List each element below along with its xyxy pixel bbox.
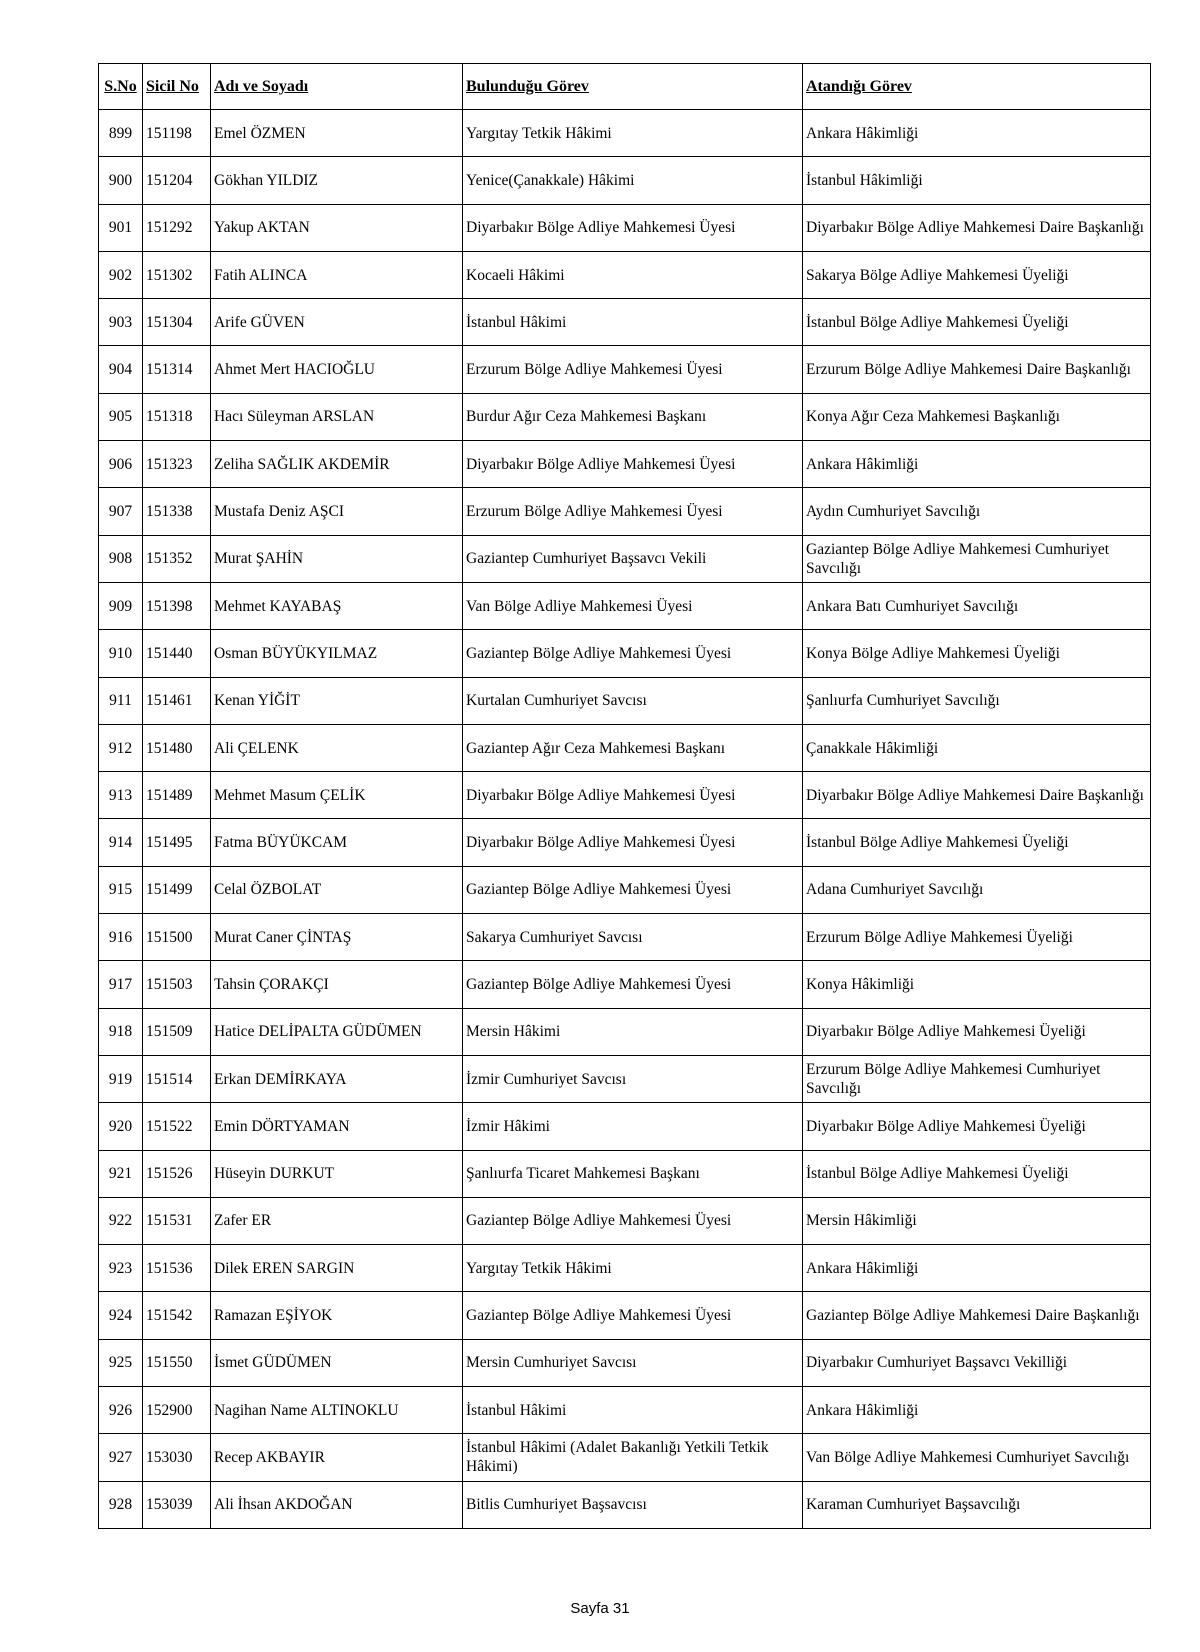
- table-row: [99, 157, 1151, 204]
- cell-sicil: 151318: [143, 393, 211, 440]
- cell-sicil: 151204: [143, 157, 211, 204]
- table-row: [99, 1292, 1151, 1339]
- table-row: [99, 866, 1151, 913]
- cell-assigned-position: Mersin Hâkimliği: [803, 1197, 1151, 1244]
- cell-sicil: 151550: [143, 1339, 211, 1386]
- cell-assigned-position: Gaziantep Bölge Adliye Mahkemesi Daire Başkanlığı: [803, 1292, 1151, 1339]
- cell-name: Zafer ER: [211, 1197, 463, 1244]
- table-row: [99, 819, 1151, 866]
- cell-sicil: 151440: [143, 630, 211, 677]
- cell-name: Yakup AKTAN: [211, 204, 463, 251]
- cell-name: Celal ÖZBOLAT: [211, 866, 463, 913]
- cell-sno: 922: [99, 1197, 143, 1244]
- cell-sicil: 152900: [143, 1387, 211, 1434]
- cell-assigned-position: Ankara Hâkimliği: [803, 1245, 1151, 1292]
- table-header: [99, 64, 1151, 110]
- cell-sno: 910: [99, 630, 143, 677]
- cell-current-position: Erzurum Bölge Adliye Mahkemesi Üyesi: [463, 346, 803, 393]
- cell-sno: 909: [99, 582, 143, 629]
- cell-sno: 914: [99, 819, 143, 866]
- cell-sicil: 151198: [143, 110, 211, 157]
- cell-name: Nagihan Name ALTINOKLU: [211, 1387, 463, 1434]
- cell-name: Recep AKBAYIR: [211, 1434, 463, 1481]
- table-row: [99, 488, 1151, 535]
- cell-assigned-position: İstanbul Bölge Adliye Mahkemesi Üyeliği: [803, 299, 1151, 346]
- table-row: [99, 772, 1151, 819]
- cell-name: Erkan DEMİRKAYA: [211, 1055, 463, 1102]
- cell-assigned-position: Erzurum Bölge Adliye Mahkemesi Daire Başkanlığı: [803, 346, 1151, 393]
- cell-assigned-position: Diyarbakır Bölge Adliye Mahkemesi Daire Başkanlığı: [803, 772, 1151, 819]
- cell-name: Ali İhsan AKDOĞAN: [211, 1481, 463, 1528]
- table-row: [99, 724, 1151, 771]
- cell-assigned-position: Gaziantep Bölge Adliye Mahkemesi Cumhuriyet Savcılığı: [803, 535, 1151, 582]
- cell-current-position: Gaziantep Bölge Adliye Mahkemesi Üyesi: [463, 961, 803, 1008]
- cell-assigned-position: Diyarbakır Bölge Adliye Mahkemesi Daire Başkanlığı: [803, 204, 1151, 251]
- cell-assigned-position: İstanbul Hâkimliği: [803, 157, 1151, 204]
- table-row: [99, 677, 1151, 724]
- cell-name: Mehmet KAYABAŞ: [211, 582, 463, 629]
- cell-sno: 905: [99, 393, 143, 440]
- cell-name: Zeliha SAĞLIK AKDEMİR: [211, 441, 463, 488]
- table-row: [99, 299, 1151, 346]
- table-row: [99, 1481, 1151, 1528]
- cell-sno: 921: [99, 1150, 143, 1197]
- cell-assigned-position: Karaman Cumhuriyet Başsavcılığı: [803, 1481, 1151, 1528]
- cell-name: Murat ŞAHİN: [211, 535, 463, 582]
- cell-sicil: 151531: [143, 1197, 211, 1244]
- table-row: [99, 630, 1151, 677]
- header-row: [99, 64, 1151, 110]
- cell-sicil: 151542: [143, 1292, 211, 1339]
- cell-current-position: İstanbul Hâkimi: [463, 1387, 803, 1434]
- cell-sicil: 151461: [143, 677, 211, 724]
- table-row: [99, 1434, 1151, 1481]
- cell-sicil: 151499: [143, 866, 211, 913]
- cell-assigned-position: İstanbul Bölge Adliye Mahkemesi Üyeliği: [803, 1150, 1151, 1197]
- appointments-table: [98, 63, 1151, 1529]
- cell-current-position: Diyarbakır Bölge Adliye Mahkemesi Üyesi: [463, 819, 803, 866]
- cell-name: Ahmet Mert HACIOĞLU: [211, 346, 463, 393]
- cell-name: Mehmet Masum ÇELİK: [211, 772, 463, 819]
- cell-sno: 927: [99, 1434, 143, 1481]
- cell-sno: 902: [99, 251, 143, 298]
- cell-name: Ali ÇELENK: [211, 724, 463, 771]
- cell-assigned-position: Ankara Hâkimliği: [803, 1387, 1151, 1434]
- cell-sicil: 151500: [143, 914, 211, 961]
- cell-sno: 908: [99, 535, 143, 582]
- header-assigned-position: Atandığı Görev: [803, 64, 1151, 110]
- cell-sicil: 153039: [143, 1481, 211, 1528]
- cell-assigned-position: Şanlıurfa Cumhuriyet Savcılığı: [803, 677, 1151, 724]
- cell-current-position: İzmir Cumhuriyet Savcısı: [463, 1055, 803, 1102]
- cell-sno: 903: [99, 299, 143, 346]
- cell-current-position: Yenice(Çanakkale) Hâkimi: [463, 157, 803, 204]
- table-row: [99, 1103, 1151, 1150]
- cell-sno: 917: [99, 961, 143, 1008]
- cell-sno: 915: [99, 866, 143, 913]
- cell-current-position: Sakarya Cumhuriyet Savcısı: [463, 914, 803, 961]
- table-body: [99, 110, 1151, 1529]
- cell-current-position: Yargıtay Tetkik Hâkimi: [463, 110, 803, 157]
- cell-sicil: 151302: [143, 251, 211, 298]
- cell-assigned-position: Adana Cumhuriyet Savcılığı: [803, 866, 1151, 913]
- cell-assigned-position: Konya Bölge Adliye Mahkemesi Üyeliği: [803, 630, 1151, 677]
- cell-name: Murat Caner ÇİNTAŞ: [211, 914, 463, 961]
- cell-sicil: 151509: [143, 1008, 211, 1055]
- cell-sicil: 151503: [143, 961, 211, 1008]
- cell-name: Emin DÖRTYAMAN: [211, 1103, 463, 1150]
- cell-assigned-position: Van Bölge Adliye Mahkemesi Cumhuriyet Savcılığı: [803, 1434, 1151, 1481]
- cell-name: Ramazan EŞİYOK: [211, 1292, 463, 1339]
- cell-sicil: 153030: [143, 1434, 211, 1481]
- cell-sno: 928: [99, 1481, 143, 1528]
- table-row: [99, 914, 1151, 961]
- cell-sno: 907: [99, 488, 143, 535]
- cell-assigned-position: Aydın Cumhuriyet Savcılığı: [803, 488, 1151, 535]
- cell-current-position: Mersin Hâkimi: [463, 1008, 803, 1055]
- header-sicil: Sicil No: [143, 64, 211, 110]
- cell-assigned-position: Çanakkale Hâkimliği: [803, 724, 1151, 771]
- cell-sno: 924: [99, 1292, 143, 1339]
- cell-sno: 911: [99, 677, 143, 724]
- header-current-position: Bulunduğu Görev: [463, 64, 803, 110]
- cell-name: Mustafa Deniz AŞCI: [211, 488, 463, 535]
- cell-current-position: Mersin Cumhuriyet Savcısı: [463, 1339, 803, 1386]
- table-row: [99, 1245, 1151, 1292]
- cell-assigned-position: Ankara Hâkimliği: [803, 110, 1151, 157]
- cell-sno: 913: [99, 772, 143, 819]
- cell-current-position: Gaziantep Cumhuriyet Başsavcı Vekili: [463, 535, 803, 582]
- table-row: [99, 110, 1151, 157]
- cell-assigned-position: Erzurum Bölge Adliye Mahkemesi Üyeliği: [803, 914, 1151, 961]
- cell-current-position: İstanbul Hâkimi: [463, 299, 803, 346]
- cell-assigned-position: Ankara Hâkimliği: [803, 441, 1151, 488]
- cell-sno: 904: [99, 346, 143, 393]
- cell-current-position: Diyarbakır Bölge Adliye Mahkemesi Üyesi: [463, 441, 803, 488]
- cell-current-position: Erzurum Bölge Adliye Mahkemesi Üyesi: [463, 488, 803, 535]
- cell-sno: 916: [99, 914, 143, 961]
- table-row: [99, 204, 1151, 251]
- cell-sno: 923: [99, 1245, 143, 1292]
- cell-sno: 899: [99, 110, 143, 157]
- cell-name: Osman BÜYÜKYILMAZ: [211, 630, 463, 677]
- cell-name: Hatice DELİPALTA GÜDÜMEN: [211, 1008, 463, 1055]
- cell-assigned-position: Ankara Batı Cumhuriyet Savcılığı: [803, 582, 1151, 629]
- cell-name: Hüseyin DURKUT: [211, 1150, 463, 1197]
- table-row: [99, 1339, 1151, 1386]
- cell-sicil: 151522: [143, 1103, 211, 1150]
- cell-sicil: 151526: [143, 1150, 211, 1197]
- cell-current-position: Diyarbakır Bölge Adliye Mahkemesi Üyesi: [463, 204, 803, 251]
- table-row: [99, 535, 1151, 582]
- cell-assigned-position: Erzurum Bölge Adliye Mahkemesi Cumhuriyet Savcılığı: [803, 1055, 1151, 1102]
- table-row: [99, 441, 1151, 488]
- table-row: [99, 1387, 1151, 1434]
- cell-name: Kenan YİĞİT: [211, 677, 463, 724]
- cell-current-position: Van Bölge Adliye Mahkemesi Üyesi: [463, 582, 803, 629]
- cell-sicil: 151489: [143, 772, 211, 819]
- cell-assigned-position: Konya Ağır Ceza Mahkemesi Başkanlığı: [803, 393, 1151, 440]
- table-row: [99, 251, 1151, 298]
- table-row: [99, 346, 1151, 393]
- table-row: [99, 1008, 1151, 1055]
- cell-current-position: Kurtalan Cumhuriyet Savcısı: [463, 677, 803, 724]
- cell-current-position: İzmir Hâkimi: [463, 1103, 803, 1150]
- cell-current-position: Bitlis Cumhuriyet Başsavcısı: [463, 1481, 803, 1528]
- cell-sno: 918: [99, 1008, 143, 1055]
- table-row: [99, 1055, 1151, 1102]
- header-sno: S.No: [99, 64, 143, 110]
- cell-current-position: Şanlıurfa Ticaret Mahkemesi Başkanı: [463, 1150, 803, 1197]
- cell-assigned-position: Sakarya Bölge Adliye Mahkemesi Üyeliği: [803, 251, 1151, 298]
- cell-assigned-position: İstanbul Bölge Adliye Mahkemesi Üyeliği: [803, 819, 1151, 866]
- cell-name: Fatma BÜYÜKCAM: [211, 819, 463, 866]
- table-row: [99, 961, 1151, 1008]
- cell-sicil: 151323: [143, 441, 211, 488]
- cell-sno: 906: [99, 441, 143, 488]
- cell-current-position: Gaziantep Bölge Adliye Mahkemesi Üyesi: [463, 866, 803, 913]
- cell-sno: 920: [99, 1103, 143, 1150]
- cell-name: Emel ÖZMEN: [211, 110, 463, 157]
- cell-name: Arife GÜVEN: [211, 299, 463, 346]
- cell-current-position: Gaziantep Ağır Ceza Mahkemesi Başkanı: [463, 724, 803, 771]
- table-row: [99, 1150, 1151, 1197]
- cell-sno: 900: [99, 157, 143, 204]
- cell-sicil: 151495: [143, 819, 211, 866]
- table-row: [99, 1197, 1151, 1244]
- cell-assigned-position: Diyarbakır Bölge Adliye Mahkemesi Üyeliği: [803, 1103, 1151, 1150]
- cell-current-position: Yargıtay Tetkik Hâkimi: [463, 1245, 803, 1292]
- cell-current-position: Burdur Ağır Ceza Mahkemesi Başkanı: [463, 393, 803, 440]
- cell-name: Dilek EREN SARGIN: [211, 1245, 463, 1292]
- cell-sno: 901: [99, 204, 143, 251]
- cell-sicil: 151536: [143, 1245, 211, 1292]
- cell-current-position: Gaziantep Bölge Adliye Mahkemesi Üyesi: [463, 1197, 803, 1244]
- cell-sicil: 151304: [143, 299, 211, 346]
- cell-name: Hacı Süleyman ARSLAN: [211, 393, 463, 440]
- cell-current-position: Gaziantep Bölge Adliye Mahkemesi Üyesi: [463, 1292, 803, 1339]
- cell-name: İsmet GÜDÜMEN: [211, 1339, 463, 1386]
- table-row: [99, 582, 1151, 629]
- cell-current-position: Kocaeli Hâkimi: [463, 251, 803, 298]
- cell-name: Fatih ALINCA: [211, 251, 463, 298]
- cell-assigned-position: Konya Hâkimliği: [803, 961, 1151, 1008]
- cell-sicil: 151514: [143, 1055, 211, 1102]
- cell-current-position: İstanbul Hâkimi (Adalet Bakanlığı Yetkili Tetkik Hâkimi): [463, 1434, 803, 1481]
- cell-sicil: 151314: [143, 346, 211, 393]
- cell-assigned-position: Diyarbakır Bölge Adliye Mahkemesi Üyeliği: [803, 1008, 1151, 1055]
- cell-sno: 912: [99, 724, 143, 771]
- cell-sicil: 151352: [143, 535, 211, 582]
- cell-sicil: 151338: [143, 488, 211, 535]
- cell-name: Gökhan YILDIZ: [211, 157, 463, 204]
- cell-current-position: Gaziantep Bölge Adliye Mahkemesi Üyesi: [463, 630, 803, 677]
- cell-sicil: 151398: [143, 582, 211, 629]
- cell-sno: 919: [99, 1055, 143, 1102]
- cell-sicil: 151292: [143, 204, 211, 251]
- cell-assigned-position: Diyarbakır Cumhuriyet Başsavcı Vekilliği: [803, 1339, 1151, 1386]
- cell-sno: 926: [99, 1387, 143, 1434]
- cell-sno: 925: [99, 1339, 143, 1386]
- cell-name: Tahsin ÇORAKÇI: [211, 961, 463, 1008]
- cell-sicil: 151480: [143, 724, 211, 771]
- header-name: Adı ve Soyadı: [211, 64, 463, 110]
- table-row: [99, 393, 1151, 440]
- page-number: Sayfa 31: [570, 1600, 630, 1617]
- cell-current-position: Diyarbakır Bölge Adliye Mahkemesi Üyesi: [463, 772, 803, 819]
